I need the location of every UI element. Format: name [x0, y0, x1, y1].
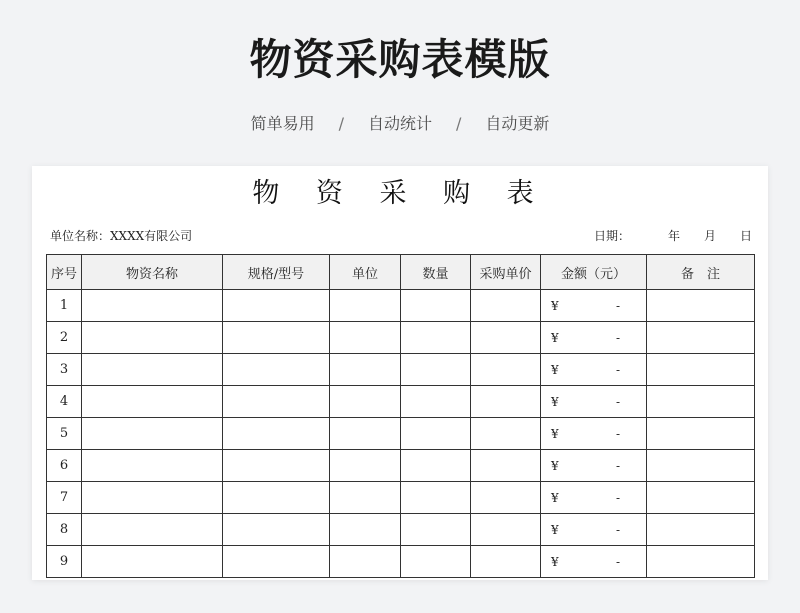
remarks-cell[interactable]	[647, 354, 755, 386]
amount-cell	[541, 418, 647, 450]
purchase-table	[46, 254, 755, 578]
company-name: 单位名称：XXXX有限公司	[50, 229, 193, 243]
unit-cell[interactable]	[330, 546, 401, 578]
amount-value	[541, 290, 646, 321]
amount-dash: -	[615, 458, 620, 473]
currency-symbol: ¥	[551, 522, 559, 537]
col-header-no: 序号	[47, 255, 82, 290]
row-number: 8	[47, 514, 82, 546]
amount-value	[541, 482, 646, 513]
item-name-cell[interactable]	[82, 514, 223, 546]
quantity-cell[interactable]	[401, 386, 471, 418]
table-row	[47, 546, 755, 578]
amount-value	[541, 322, 646, 353]
unit-price-cell[interactable]	[471, 514, 541, 546]
unit-price-cell[interactable]	[471, 546, 541, 578]
amount-cell	[541, 354, 647, 386]
item-name-cell[interactable]	[82, 418, 223, 450]
separator: /	[456, 114, 462, 133]
unit-cell[interactable]	[330, 482, 401, 514]
amount-value	[541, 418, 646, 449]
spec-cell[interactable]	[223, 546, 330, 578]
amount-value	[541, 386, 646, 417]
quantity-cell[interactable]	[401, 418, 471, 450]
unit-cell[interactable]	[330, 386, 401, 418]
feature-easy: 简单易用	[250, 114, 315, 133]
table-row	[47, 482, 755, 514]
quantity-cell[interactable]	[401, 322, 471, 354]
spec-cell[interactable]	[223, 514, 330, 546]
unit-price-cell[interactable]	[471, 290, 541, 322]
amount-cell	[541, 386, 647, 418]
date-field	[594, 228, 752, 244]
amount-cell	[541, 290, 647, 322]
unit-price-cell[interactable]	[471, 482, 541, 514]
remarks-cell[interactable]	[647, 322, 755, 354]
unit-cell[interactable]	[330, 354, 401, 386]
table-row	[47, 514, 755, 546]
amount-dash: -	[615, 362, 620, 377]
spec-cell[interactable]	[223, 290, 330, 322]
unit-cell[interactable]	[330, 514, 401, 546]
row-number: 1	[47, 290, 82, 322]
amount-dash: -	[615, 298, 620, 313]
currency-symbol: ¥	[551, 458, 559, 473]
table-body	[47, 290, 755, 578]
table-row	[47, 290, 755, 322]
unit-cell[interactable]	[330, 418, 401, 450]
amount-dash: -	[615, 330, 620, 345]
col-header-unit: 单位	[330, 255, 401, 290]
amount-value	[541, 354, 646, 385]
remarks-cell[interactable]	[647, 482, 755, 514]
row-number: 3	[47, 354, 82, 386]
year-label: 年	[667, 229, 680, 243]
page-title: 物资采购表模版	[249, 35, 551, 84]
amount-value	[541, 450, 646, 481]
quantity-cell[interactable]	[401, 290, 471, 322]
amount-dash: -	[615, 426, 620, 441]
table-row	[47, 354, 755, 386]
amount-cell	[541, 482, 647, 514]
item-name-cell[interactable]	[82, 450, 223, 482]
separator: /	[338, 114, 344, 133]
spec-cell[interactable]	[223, 386, 330, 418]
unit-price-cell[interactable]	[471, 450, 541, 482]
spec-cell[interactable]	[223, 482, 330, 514]
spreadsheet-preview	[32, 166, 768, 580]
currency-symbol: ¥	[551, 490, 559, 505]
unit-cell[interactable]	[330, 322, 401, 354]
col-header-remarks: 备 注	[647, 255, 755, 290]
feature-tagline	[0, 112, 800, 136]
table-row	[47, 418, 755, 450]
amount-dash: -	[615, 554, 620, 569]
unit-price-cell[interactable]	[471, 322, 541, 354]
amount-dash: -	[615, 490, 620, 505]
unit-price-cell[interactable]	[471, 418, 541, 450]
amount-value	[541, 514, 646, 545]
day-label: 日	[739, 229, 752, 243]
feature-auto-update: 自动更新	[485, 114, 550, 133]
item-name-cell[interactable]	[82, 482, 223, 514]
item-name-cell[interactable]	[82, 322, 223, 354]
col-header-quantity: 数量	[401, 255, 471, 290]
sheet-title: 物 资 采 购 表	[252, 178, 548, 209]
row-number: 9	[47, 546, 82, 578]
quantity-cell[interactable]	[401, 354, 471, 386]
col-header-item-name: 物资名称	[82, 255, 223, 290]
amount-dash: -	[615, 522, 620, 537]
month-label: 月	[703, 229, 716, 243]
item-name-cell[interactable]	[82, 354, 223, 386]
feature-auto-stats: 自动统计	[367, 114, 432, 133]
quantity-cell[interactable]	[401, 482, 471, 514]
amount-dash: -	[615, 394, 620, 409]
remarks-cell[interactable]	[647, 450, 755, 482]
currency-symbol: ¥	[551, 554, 559, 569]
currency-symbol: ¥	[551, 394, 559, 409]
spec-cell[interactable]	[223, 450, 330, 482]
table-row	[47, 322, 755, 354]
spec-cell[interactable]	[223, 418, 330, 450]
row-number: 7	[47, 482, 82, 514]
col-header-spec: 规格/型号	[223, 255, 330, 290]
col-header-amount: 金额（元）	[541, 255, 647, 290]
currency-symbol: ¥	[551, 426, 559, 441]
spec-cell[interactable]	[223, 322, 330, 354]
table-header-row	[47, 255, 755, 290]
currency-symbol: ¥	[551, 362, 559, 377]
row-number: 6	[47, 450, 82, 482]
remarks-cell[interactable]	[647, 514, 755, 546]
quantity-cell[interactable]	[401, 546, 471, 578]
quantity-cell[interactable]	[401, 450, 471, 482]
table-row	[47, 386, 755, 418]
unit-cell[interactable]	[330, 450, 401, 482]
row-number: 4	[47, 386, 82, 418]
date-label: 日期：	[593, 229, 630, 243]
currency-symbol: ¥	[551, 330, 559, 345]
unit-price-cell[interactable]	[471, 386, 541, 418]
amount-cell	[541, 546, 647, 578]
remarks-cell[interactable]	[647, 546, 755, 578]
amount-cell	[541, 450, 647, 482]
col-header-unit-price: 采购单价	[471, 255, 541, 290]
unit-cell[interactable]	[330, 290, 401, 322]
item-name-cell[interactable]	[82, 546, 223, 578]
amount-cell	[541, 514, 647, 546]
remarks-cell[interactable]	[647, 418, 755, 450]
amount-cell	[541, 322, 647, 354]
table-row	[47, 450, 755, 482]
row-number: 5	[47, 418, 82, 450]
remarks-cell[interactable]	[647, 386, 755, 418]
currency-symbol: ¥	[551, 298, 559, 313]
item-name-cell[interactable]	[82, 290, 223, 322]
item-name-cell[interactable]	[82, 386, 223, 418]
spec-cell[interactable]	[223, 354, 330, 386]
quantity-cell[interactable]	[401, 514, 471, 546]
row-number: 2	[47, 322, 82, 354]
unit-price-cell[interactable]	[471, 354, 541, 386]
remarks-cell[interactable]	[647, 290, 755, 322]
amount-value	[541, 546, 646, 577]
